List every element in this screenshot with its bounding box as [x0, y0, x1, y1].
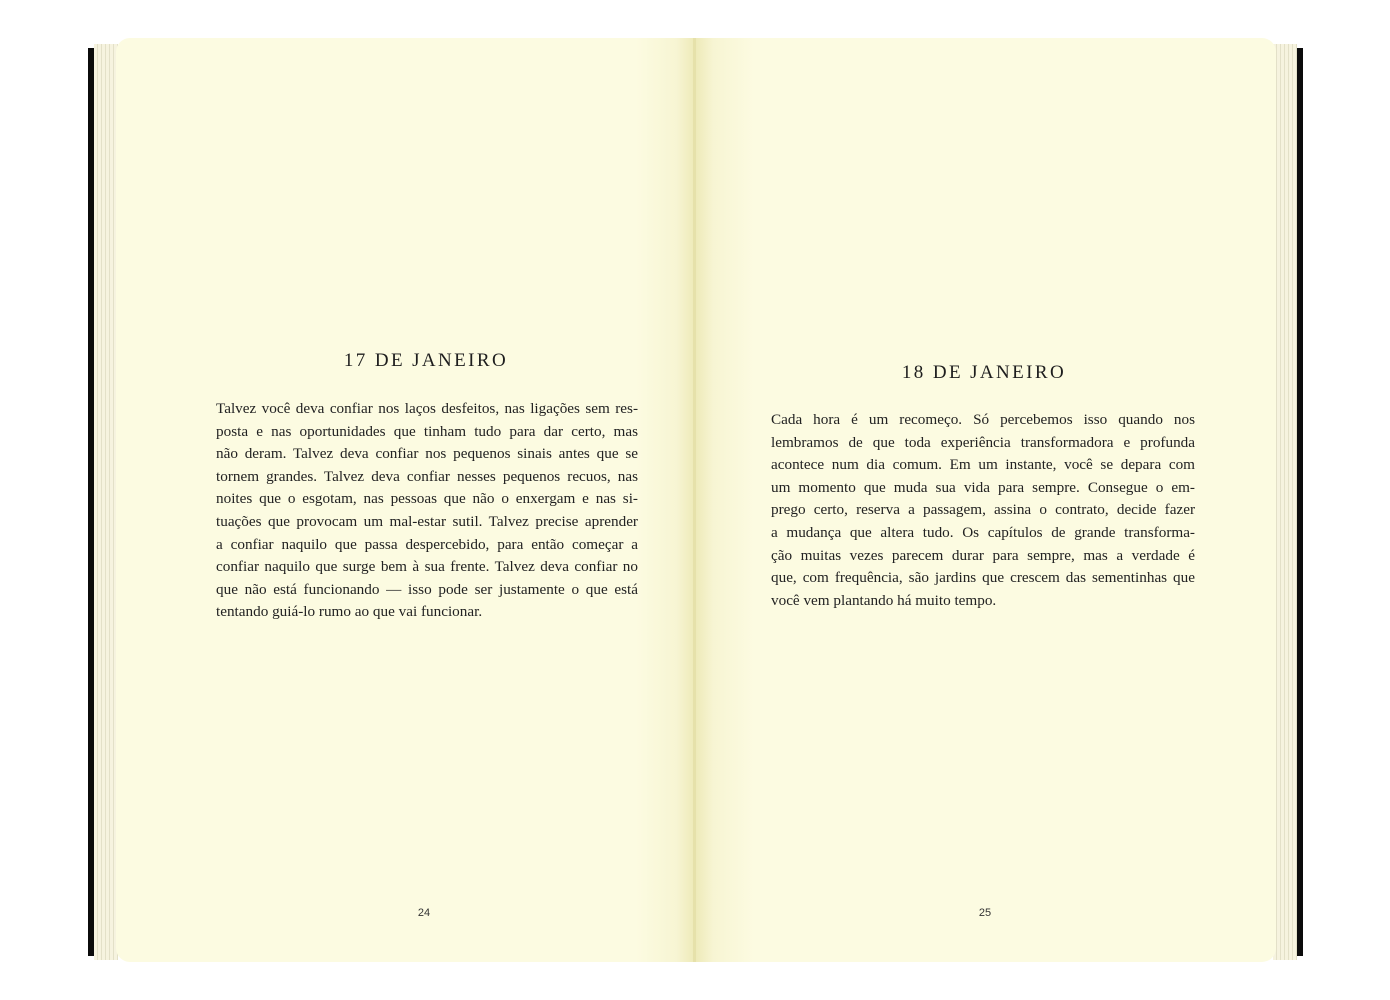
- text-line: prego certo, reserva a passagem, assina o contrato, decide fazer: [771, 501, 1195, 519]
- text-line: a mudança que altera tudo. Os capítulos de grande transforma-: [771, 523, 1195, 541]
- text-line: tentando guiá-lo rumo ao que vai funcionar.: [216, 603, 483, 621]
- right-page-heading: 18 DE JANEIRO: [901, 362, 1067, 383]
- text-line: Talvez você deva confiar nos laços desfeitos, nas ligações sem res-: [216, 400, 638, 417]
- left-page-number: 24: [417, 907, 431, 919]
- text-line: lembramos de que toda experiência transformadora e profunda: [771, 433, 1195, 451]
- text-line: confiar naquilo que surge bem à sua frente. Talvez deva confiar no: [216, 558, 638, 576]
- book-cover-right-edge: [1297, 48, 1303, 956]
- text-line: tuações que provocam um mal-estar sutil. Talvez precise aprender: [216, 512, 638, 530]
- text-line: noites que o esgotam, nas pessoas que não o enxergam e nas si-: [216, 490, 638, 508]
- book-gutter: [693, 38, 696, 962]
- text-line: acontece num dia comum. Em um instante, você se depara com: [771, 456, 1195, 474]
- left-page-heading: 17 DE JANEIRO: [343, 350, 509, 371]
- text-line: ção muitas vezes parecem durar para sempre, mas a verdade é: [771, 546, 1195, 564]
- text-line: você vem plantando há muito tempo.: [771, 591, 997, 609]
- text-line: Cada hora é um recomeço. Só percebemos isso quando nos: [771, 411, 1195, 428]
- text-line: posta e nas oportunidades que tinham tudo para dar certo, mas: [216, 422, 638, 440]
- text-line: a confiar naquilo que passa despercebido, para então começar a: [216, 535, 638, 553]
- text-line: que não está funcionando — isso pode ser justamente o que está: [216, 580, 638, 598]
- page-stack-right: [1273, 44, 1297, 960]
- text-line: não deram. Talvez deva confiar nos pequenos sinais antes que se: [216, 445, 638, 463]
- text-line: um momento que muda sua vida para sempre. Consegue o em-: [771, 478, 1195, 496]
- right-page-body: [771, 409, 1195, 612]
- left-page-body: [216, 398, 638, 624]
- right-page-number: 25: [978, 907, 992, 919]
- text-line: tornem grandes. Talvez deva confiar nesses pequenos recuos, nas: [216, 467, 638, 485]
- text-line: que, com frequência, são jardins que crescem das sementinhas que: [771, 569, 1195, 587]
- page-stack-left: [94, 44, 118, 960]
